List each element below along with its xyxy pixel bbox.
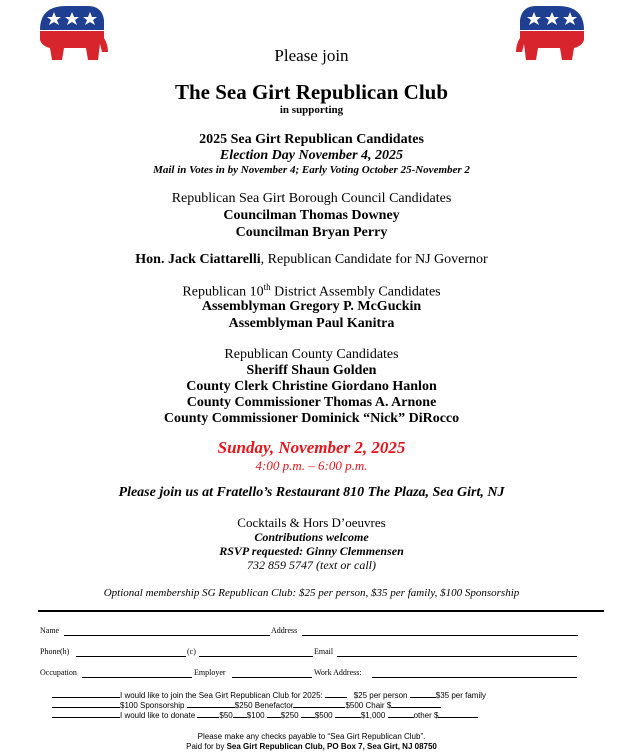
paid-for-by-org: Sea Girt Republican Club, PO Box 7, Sea Girt, NJ 08750 <box>226 742 437 751</box>
borough-heading: Republican Sea Girt Borough Council Candidates <box>171 191 452 206</box>
name-label: Name <box>40 626 60 635</box>
assembly-candidate: Assemblyman Paul Kanitra <box>228 316 395 331</box>
donate-1000-blank[interactable] <box>335 709 361 718</box>
donate-250-blank[interactable] <box>267 709 281 718</box>
join-label: I would like to join the Sea Girt Republican Club for 2025: <box>120 691 323 700</box>
per-family-blank[interactable] <box>410 689 436 698</box>
mail-votes-note: Mail in Votes in by November 4; Early Voting October 25-November 2 <box>153 164 470 176</box>
county-candidate: Sheriff Shaun Golden <box>246 363 377 378</box>
per-person-blank[interactable] <box>325 689 347 698</box>
in-supporting-text: in supporting <box>279 104 344 116</box>
join-blank[interactable] <box>52 689 120 698</box>
address-field[interactable] <box>302 635 578 636</box>
chair-label: $500 Chair $ <box>345 701 392 710</box>
phone-label: Phone(h) <box>40 647 70 656</box>
sponsorship-label: $100 Sponsorship <box>120 701 185 710</box>
donate-other-blank[interactable] <box>388 709 414 718</box>
name-field[interactable] <box>64 635 270 636</box>
governor-name: Hon. Jack Ciattarelli <box>135 252 261 267</box>
donate-50-label: $50 <box>219 711 233 720</box>
email-label: Email <box>314 647 334 656</box>
donate-line <box>52 709 478 720</box>
contributions-text: Contributions welcome <box>254 530 369 544</box>
form-row-name <box>40 626 580 638</box>
county-candidate: County Commissioner Thomas A. Arnone <box>186 395 437 410</box>
governor-role: , Republican Candidate for NJ Governor <box>260 252 488 267</box>
county-candidate: County Commissioner Dominick “Nick” DiRocco <box>163 411 460 426</box>
phone-field[interactable] <box>76 656 186 657</box>
cell-label: (c) <box>187 647 196 656</box>
occupation-label: Occupation <box>40 668 77 677</box>
divider-rule <box>38 610 604 612</box>
paid-for-by-prefix: Paid for by <box>186 742 227 751</box>
email-field[interactable] <box>337 656 577 657</box>
form-row-phone <box>40 647 580 659</box>
election-day: Election Day November 4, 2025 <box>219 148 404 163</box>
sponsorship-blank[interactable] <box>52 699 120 708</box>
donate-250-label: $250 <box>280 711 299 720</box>
donate-100-blank[interactable] <box>233 709 247 718</box>
assembly-heading-sup: th <box>263 282 271 292</box>
work-address-label: Work Address: <box>314 668 362 677</box>
chair-blank[interactable] <box>293 699 345 708</box>
benefactor-label: $250 Benefactor <box>234 701 294 710</box>
donate-100-label: $100 <box>246 711 265 720</box>
donate-blank[interactable] <box>52 709 120 718</box>
form-row-occupation <box>40 668 580 680</box>
election-title: 2025 Sea Girt Republican Candidates <box>199 132 424 147</box>
assembly-candidate: Assemblyman Gregory P. McGuckin <box>201 299 422 314</box>
checks-note: Please make any checks payable to “Sea Girt Republican Club”. <box>197 732 426 741</box>
please-join-text: Please join <box>274 46 349 65</box>
employer-field[interactable] <box>232 677 312 678</box>
donate-other-label: other $ <box>413 711 439 720</box>
event-date: Sunday, November 2, 2025 <box>217 438 406 457</box>
chair-amount-field[interactable] <box>391 699 441 708</box>
assembly-heading <box>0 282 623 301</box>
donate-50-blank[interactable] <box>197 709 219 718</box>
donate-1000-label: $1,000 <box>360 711 386 720</box>
cocktails-text: Cocktails & Hors D’oeuvres <box>237 515 386 530</box>
employer-label: Employer <box>194 668 226 677</box>
per-family-label: $35 per family <box>435 691 486 700</box>
club-name-title: The Sea Girt Republican Club <box>174 80 449 104</box>
paid-for-by <box>0 742 623 751</box>
donate-other-amount-field[interactable] <box>438 709 478 718</box>
county-candidate: County Clerk Christine Giordano Hanlon <box>186 379 437 394</box>
donate-label: I would like to donate <box>120 711 196 720</box>
per-person-label: $25 per person <box>353 691 408 700</box>
borough-candidate: Councilman Thomas Downey <box>223 208 400 223</box>
event-time: 4:00 p.m. – 6:00 p.m. <box>255 458 368 473</box>
benefactor-blank[interactable] <box>187 699 235 708</box>
rsvp-phone: 732 859 5747 (text or call) <box>247 558 376 572</box>
county-heading: Republican County Candidates <box>224 347 399 362</box>
assembly-heading-pre: Republican 10 <box>182 284 264 300</box>
rsvp-text: RSVP requested: Ginny Clemmensen <box>219 544 404 558</box>
donate-500-blank[interactable] <box>301 709 315 718</box>
cell-field[interactable] <box>199 656 313 657</box>
assembly-heading-post: District Assembly Candidates <box>270 284 441 300</box>
occupation-field[interactable] <box>82 677 192 678</box>
governor-line <box>0 252 623 268</box>
work-address-field[interactable] <box>372 677 577 678</box>
event-location: Please join us at Fratello’s Restaurant 810 The Plaza, Sea Girt, NJ <box>118 485 505 500</box>
borough-candidate: Councilman Bryan Perry <box>235 225 388 240</box>
donate-500-label: $500 <box>314 711 333 720</box>
membership-note: Optional membership SG Republican Club: $25 per person, $35 per family, $100 Sponsorship <box>103 587 520 599</box>
address-label: Address <box>271 626 298 635</box>
